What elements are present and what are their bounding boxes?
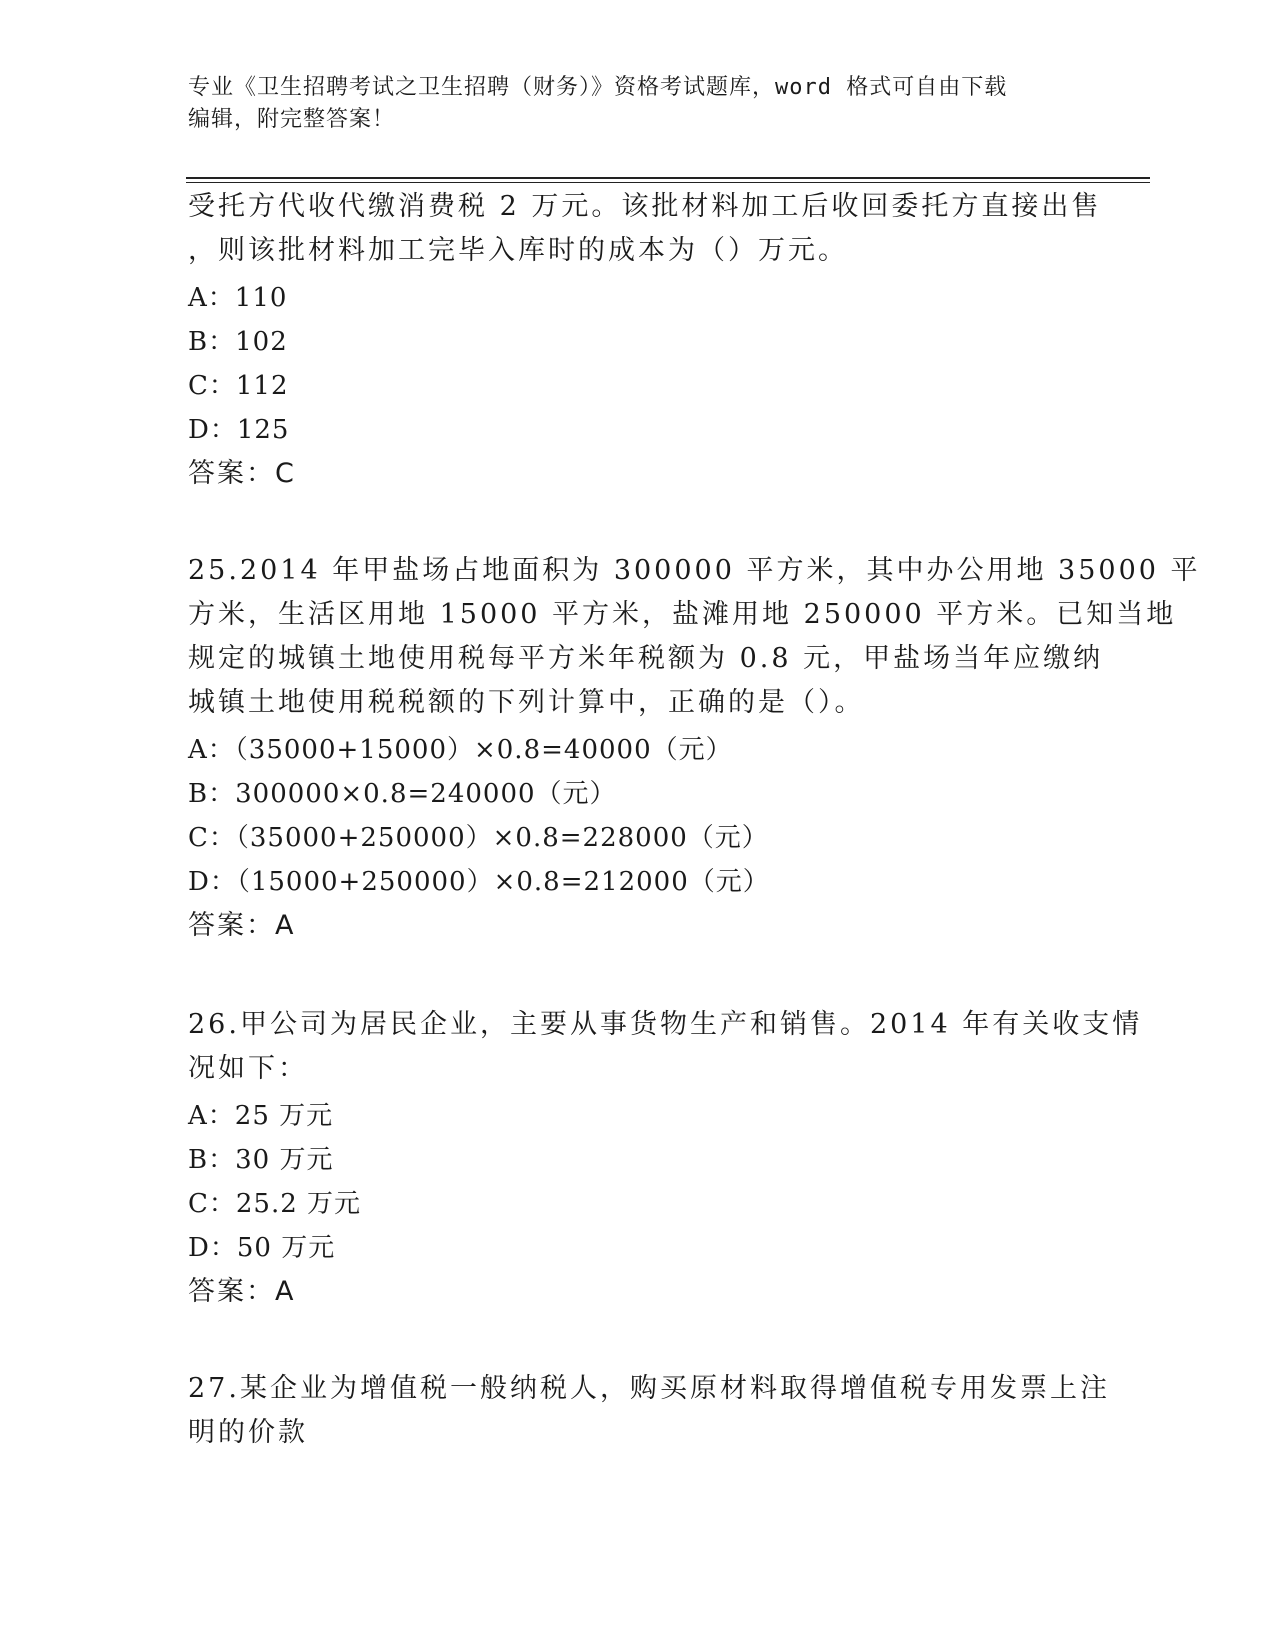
header-line-2: 编辑，附完整答案！ — [188, 107, 396, 132]
q26-stem-line-2: 况如下： — [188, 1053, 308, 1084]
q25-option-a: A：（35000+15000）×0.8=40000（元） — [188, 735, 733, 765]
document-header — [188, 72, 1068, 136]
q25-option-c: C：（35000+250000）×0.8=228000（元） — [188, 823, 769, 853]
header-line-1: 专业《卫生招聘考试之卫生招聘（财务）》资格考试题库，word 格式可自由下载 — [188, 75, 1008, 100]
q24-stem-line-1: 受托方代收代缴消费税 2 万元。该批材料加工后收回委托方直接出售 — [188, 191, 1102, 222]
q25-stem-line-1: 25.2014 年甲盐场占地面积为 300000 平方米，其中办公用地 35000 平 — [188, 555, 1201, 586]
q26-option-d: D：50 万元 — [188, 1233, 336, 1263]
q25-answer: 答案：A — [188, 910, 296, 941]
header-rule-thick — [186, 177, 1150, 179]
q25-stem-line-2: 方米，生活区用地 15000 平方米，盐滩用地 250000 平方米。已知当地 — [188, 599, 1177, 630]
q24-option-b: B：102 — [188, 327, 288, 357]
q26-option-a: A：25 万元 — [188, 1101, 334, 1131]
q24-option-d: D：125 — [188, 415, 290, 445]
q26-stem-line-1: 26.甲公司为居民企业，主要从事货物生产和销售。2014 年有关收支情 — [188, 1009, 1143, 1040]
q26-option-b: B：30 万元 — [188, 1145, 334, 1175]
q27-stem-line-1: 27.某企业为增值税一般纳税人，购买原材料取得增值税专用发票上注 — [188, 1373, 1110, 1404]
q24-option-a: A：110 — [188, 283, 288, 313]
q25-stem-line-3: 规定的城镇土地使用税每平方米年税额为 0.8 元，甲盐场当年应缴纳 — [188, 643, 1104, 674]
q24-option-c: C：112 — [188, 371, 289, 401]
q25-option-b: B：300000×0.8=240000（元） — [188, 779, 617, 809]
q25-option-d: D：（15000+250000）×0.8=212000（元） — [188, 867, 770, 897]
q27-stem-line-2: 明的价款 — [188, 1417, 308, 1448]
q24-stem-line-2: ，则该批材料加工完毕入库时的成本为（）万元。 — [188, 235, 848, 266]
q26-answer: 答案：A — [188, 1276, 296, 1307]
q25-stem-line-4: 城镇土地使用税税额的下列计算中，正确的是（）。 — [188, 687, 865, 718]
header-rule-thin — [186, 182, 1150, 183]
q24-answer: 答案：C — [188, 458, 296, 489]
q26-option-c: C：25.2 万元 — [188, 1189, 362, 1219]
